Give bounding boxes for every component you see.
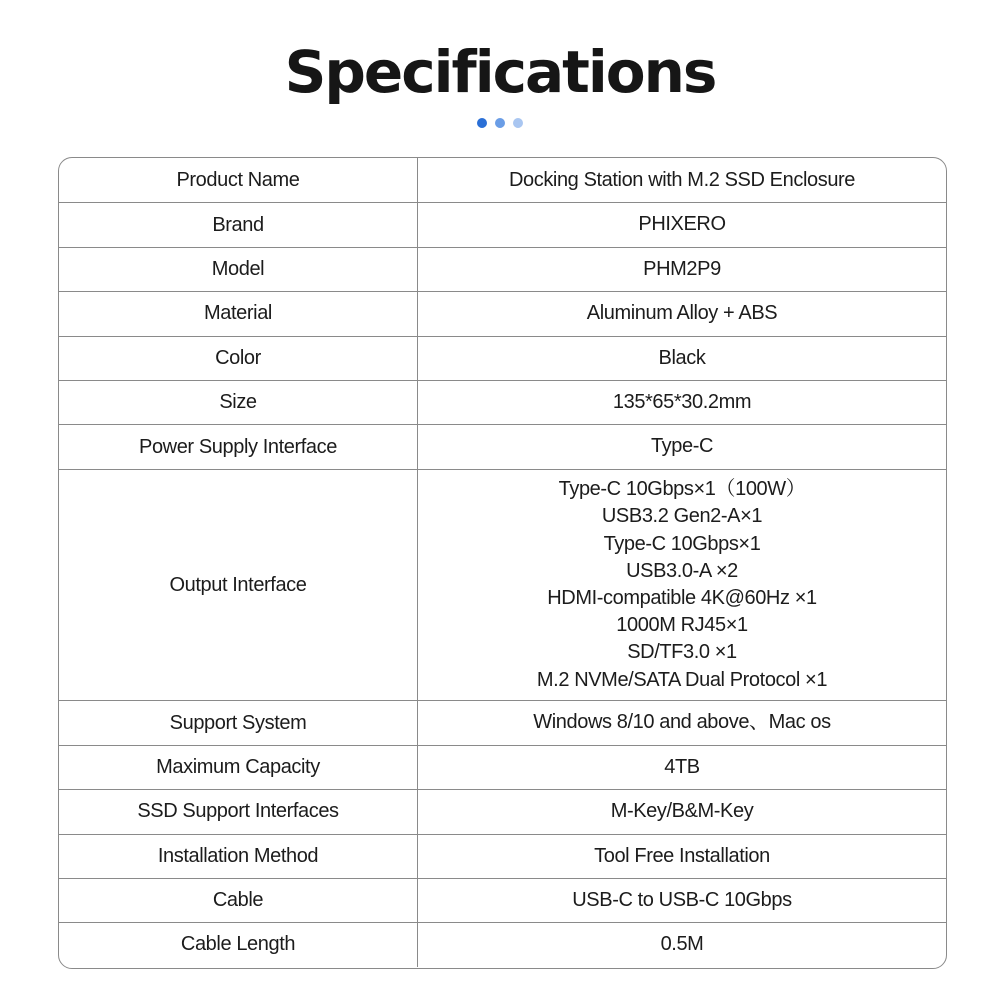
spec-value-line: 0.5M [660, 933, 704, 956]
spec-value [418, 470, 946, 701]
spec-value-line: HDMI-compatible 4K@60Hz ×1 [547, 587, 817, 610]
spec-row [59, 469, 946, 701]
spec-value-line: Windows 8/10 and above、Mac os [533, 711, 831, 734]
spec-value [418, 746, 946, 789]
spec-value-line: M-Key/B&M-Key [610, 800, 754, 823]
spec-value [418, 790, 946, 833]
spec-value-line: 4TB [664, 755, 700, 778]
spec-label: Brand [59, 203, 418, 246]
spec-row [59, 700, 946, 744]
spec-value [418, 158, 946, 202]
spec-value-line: 1000M RJ45×1 [616, 614, 748, 637]
spec-value [418, 425, 946, 468]
spec-label: Material [59, 292, 418, 335]
spec-label: Product Name [59, 158, 418, 202]
dot-indicator [513, 118, 523, 128]
spec-row [59, 202, 946, 246]
spec-row [59, 336, 946, 380]
spec-value [418, 203, 946, 246]
spec-label: Color [59, 337, 418, 380]
spec-row [59, 834, 946, 878]
spec-value-line: M.2 NVMe/SATA Dual Protocol ×1 [536, 668, 828, 691]
spec-value-line: Tool Free Installation [594, 844, 770, 867]
spec-value-line: USB-C to USB-C 10Gbps [572, 888, 792, 911]
spec-value-line: SD/TF3.0 ×1 [627, 641, 737, 664]
spec-value [418, 923, 946, 966]
spec-value [418, 835, 946, 878]
spec-label: Maximum Capacity [59, 746, 418, 789]
spec-value-line: PHIXERO [638, 213, 726, 236]
dot-indicator [495, 118, 505, 128]
spec-value-line: Docking Station with M.2 SSD Enclosure [508, 168, 856, 191]
spec-row [59, 291, 946, 335]
spec-row [59, 158, 946, 202]
spec-label: Size [59, 381, 418, 424]
spec-value-line: USB3.0-A ×2 [626, 559, 738, 582]
spec-value [418, 248, 946, 291]
spec-value-line: 135*65*30.2mm [612, 391, 752, 414]
spec-row [59, 247, 946, 291]
spec-row [59, 745, 946, 789]
specifications-table [58, 157, 947, 969]
spec-value [418, 701, 946, 744]
spec-label: Support System [59, 701, 418, 744]
spec-value-line: USB3.2 Gen2-A×1 [601, 505, 763, 528]
spec-label: Cable [59, 879, 418, 922]
spec-value-line: Type-C 10Gbps×1 [603, 532, 761, 555]
spec-label: Output Interface [59, 470, 418, 701]
spec-label: Model [59, 248, 418, 291]
carousel-dots [0, 118, 1000, 130]
spec-value-line: Black [658, 346, 706, 369]
spec-value-line: Aluminum Alloy + ABS [586, 302, 778, 325]
spec-row [59, 380, 946, 424]
spec-row [59, 424, 946, 468]
spec-label: Cable Length [59, 923, 418, 966]
spec-value-line: Type-C 10Gbps×1（100W） [558, 478, 806, 501]
spec-label: Power Supply Interface [59, 425, 418, 468]
spec-value [418, 879, 946, 922]
spec-row [59, 922, 946, 966]
spec-label: SSD Support Interfaces [59, 790, 418, 833]
spec-value-line: PHM2P9 [643, 257, 721, 280]
spec-row [59, 789, 946, 833]
page-title: Specifications [284, 38, 716, 106]
spec-value [418, 381, 946, 424]
spec-value [418, 292, 946, 335]
spec-value-line: Type-C [650, 435, 714, 458]
dot-indicator [477, 118, 487, 128]
spec-value [418, 337, 946, 380]
spec-label: Installation Method [59, 835, 418, 878]
spec-row [59, 878, 946, 922]
